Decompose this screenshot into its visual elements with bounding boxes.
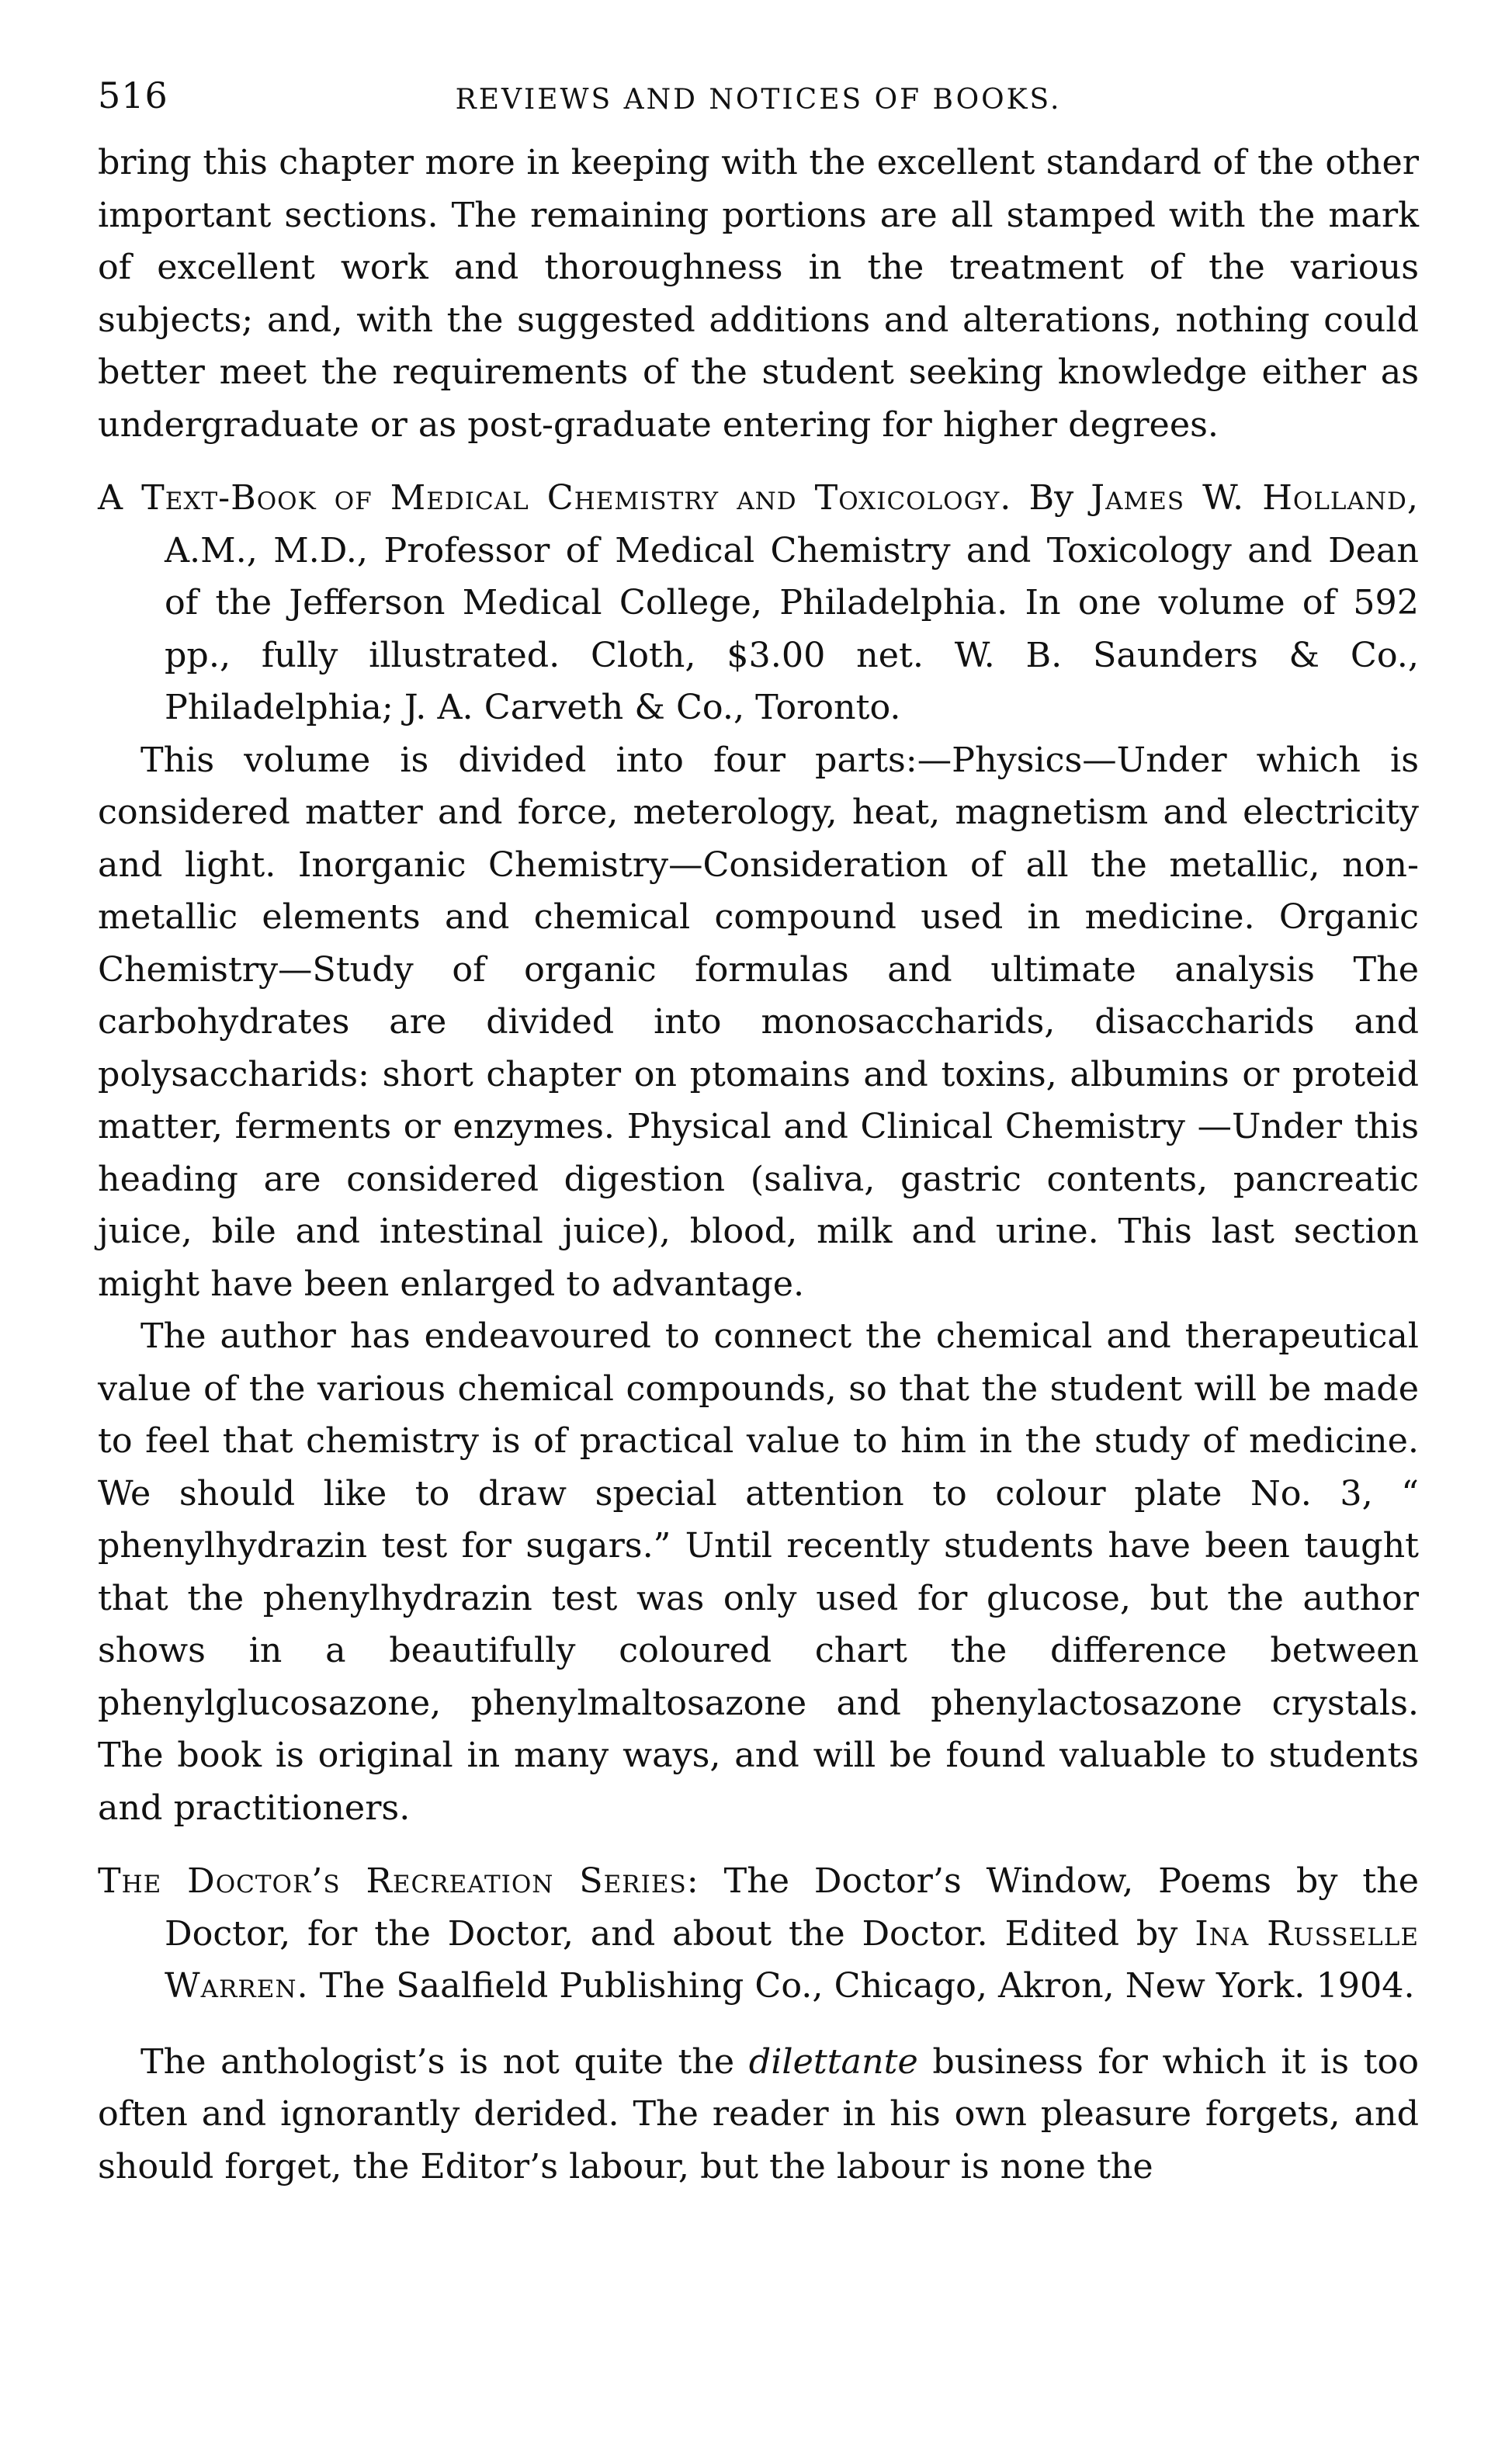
series-publisher: The Saalfield Publishing Co., Chicago, Akron, New York. 1904. bbox=[319, 1966, 1415, 2006]
paragraph-text-end: business for which it is too often and ignorantly derided. The reader in his own pleasure forgets, and should forget, the Editor’s labour, but the labour is none the bbox=[98, 2041, 1419, 2187]
page-header bbox=[98, 75, 1419, 137]
review-heading-medical-chemistry bbox=[98, 472, 1419, 734]
book-author: James W. Holland, bbox=[1091, 478, 1419, 518]
page-content bbox=[98, 137, 1419, 2193]
series-editor: Ina Russelle Warren. bbox=[165, 1913, 1419, 2006]
by-label: By bbox=[1028, 478, 1074, 518]
continuation-paragraph: bring this chapter more in keeping with the excellent standard of the other important sections. The remaining portions are all stamped with the mark of excellent work and thoroughness in the treatment of the various subjects; and, with the suggested additions and alterations, nothing could better meet the requirements of the student seeking knowledge either as undergraduate or as post-graduate entering for higher degrees. bbox=[98, 143, 1419, 445]
review-paragraph bbox=[98, 2036, 1419, 2194]
review-paragraph: The author has endeavoured to connect the chemical and therapeutical value of the various chemical compounds, so that the student will be made to feel that chemistry is of practical value to him in the study of medicine. We should like to draw special attention to colour plate No. 3, “ phenylhydrazin test for sugars.” Until recently students have been taught that the phenylhydrazin test was only used for glucose, but the author shows in a beautifully coloured chart the difference between phenylglucosazone, phenylmaltosazone and phenylactosazone crystals. The book is original in many ways, and will be found valuable to students and practitioners. bbox=[98, 1316, 1419, 1828]
paragraph-text-start: The anthologist’s is not quite the bbox=[140, 2041, 735, 2082]
review-heading-doctors-recreation bbox=[98, 1855, 1419, 2013]
running-head: REVIEWS AND NOTICES OF BOOKS. bbox=[455, 84, 1062, 116]
book-details: A.M., M.D., Professor of Medical Chemistry and Toxicology and Dean of the Jefferson Medical College, Philadelphia. In one volume of 592 pp., fully illustrated. Cloth, $3.00 net. W. B. Saunders & Co., Philadelphia; J. A. Carveth & Co., Toronto. bbox=[165, 530, 1419, 727]
page-number: 516 bbox=[98, 75, 168, 116]
review-paragraph: This volume is divided into four parts:—Physics—Under which is considered matter and force, meterology, heat, magnetism and electricity and light. Inorganic Chemistry—Consideration of all the metallic, non-metallic elements and chemical compound used in medicine. Organic Chemistry—Study of organic formulas and ultimate analysis The carbohydrates are divided into monosaccharids, disaccharids and polysaccharids: short chapter on ptomains and toxins, albumins or proteid matter, ferments or enzymes. Physical and Clinical Chemistry —Under this heading are considered digestion (saliva, gastric contents, pancreatic juice, bile and intestinal juice), blood, milk and urine. This last section might have been enlarged to advantage. bbox=[98, 740, 1419, 1304]
book-title: A Text-Book of Medical Chemistry and Toxicology. bbox=[98, 478, 1012, 518]
series-details: The Doctor’s Window, Poems by the Doctor, for the Doctor, and about the Doctor. Edited by bbox=[165, 1861, 1419, 1954]
italic-term: dilettante bbox=[748, 2041, 918, 2082]
series-title: The Doctor’s Recreation Series: bbox=[98, 1861, 699, 1901]
